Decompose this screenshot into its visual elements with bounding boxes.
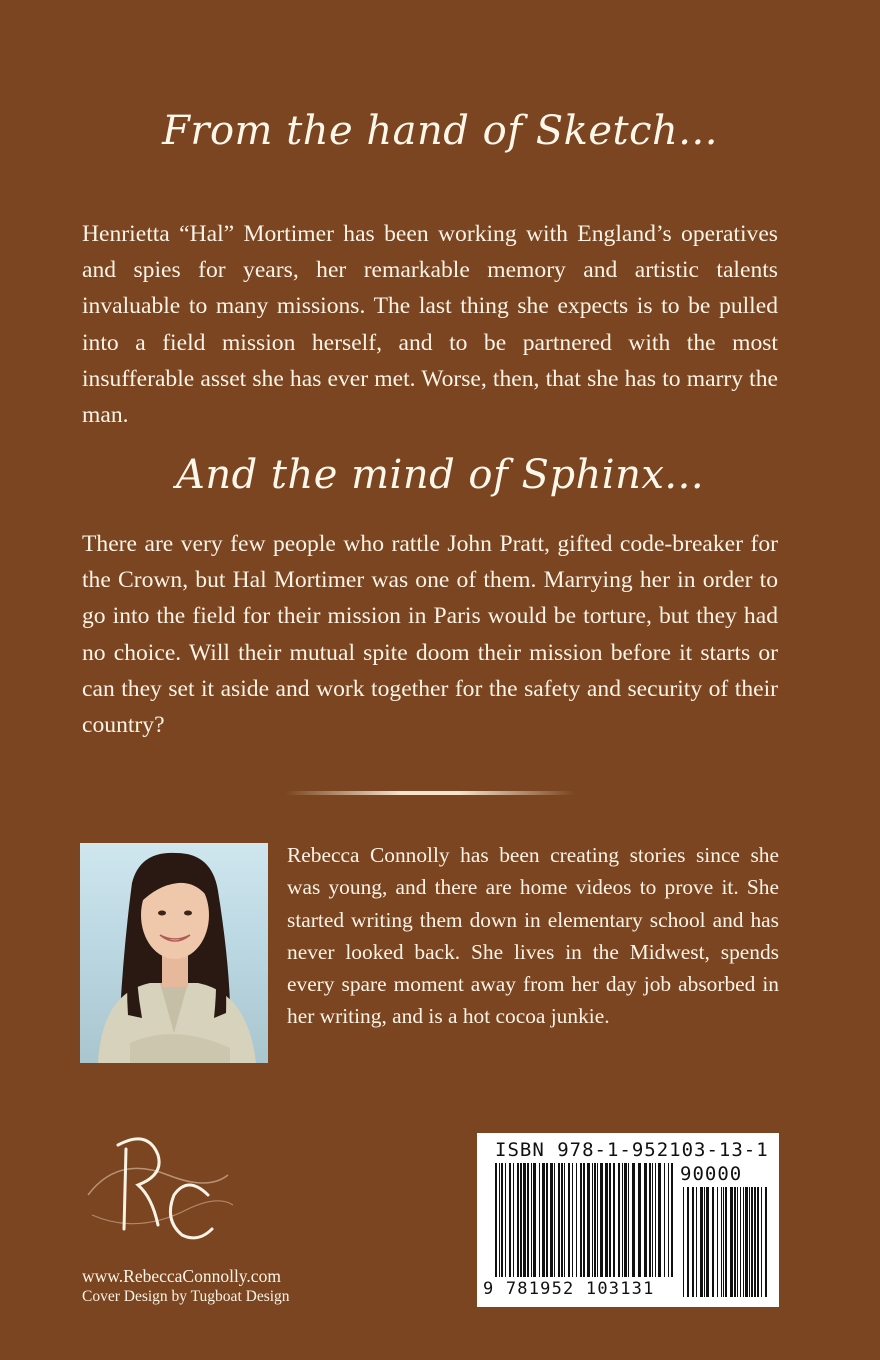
isbn-label: ISBN 978-1-952103-13-1 bbox=[495, 1139, 769, 1161]
heading-sketch: From the hand of Sketch... bbox=[162, 108, 718, 154]
heading-sphinx: And the mind of Sphinx... bbox=[175, 452, 705, 498]
author-photo bbox=[80, 843, 268, 1063]
isbn-barcode bbox=[477, 1133, 779, 1307]
blurb-paragraph-1: Henrietta “Hal” Mortimer has been working with England’s operatives and spies for years, her remarkable memory and artistic talents invaluable to many missions. The last thing she expects is to be pulled into a field mission herself, and to be partnered with the most insufferable asset she has ever met. Worse, then, that she has to marry the man. bbox=[82, 221, 778, 429]
rc-monogram-logo bbox=[78, 1125, 238, 1255]
cover-design-credit: Cover Design by Tugboat Design bbox=[82, 1288, 290, 1305]
ornamental-divider bbox=[285, 791, 575, 795]
author-website: www.RebeccaConnolly.com bbox=[82, 1266, 281, 1286]
isbn-addon-code: 90000 bbox=[680, 1163, 743, 1185]
blurb-paragraph-2: There are very few people who rattle John Pratt, gifted code-breaker for the Crown, but Hal Mortimer was one of them. Marrying her in order to go into the field for their mission in Paris would be torture, but they had no choice. Will their mutual spite doom their mission before it starts or can they set it aside and work together for the safety and security of their country? bbox=[82, 531, 778, 739]
author-bio: Rebecca Connolly has been creating stories since she was young, and there are home videos to prove it. She started writing them down in elementary school and has never looked back. She lives in the Midwest, spends every spare moment away from her day job absorbed in her writing, and is a hot cocoa junkie. bbox=[287, 843, 779, 1029]
isbn-digits: 9 781952 103131 bbox=[483, 1279, 655, 1299]
